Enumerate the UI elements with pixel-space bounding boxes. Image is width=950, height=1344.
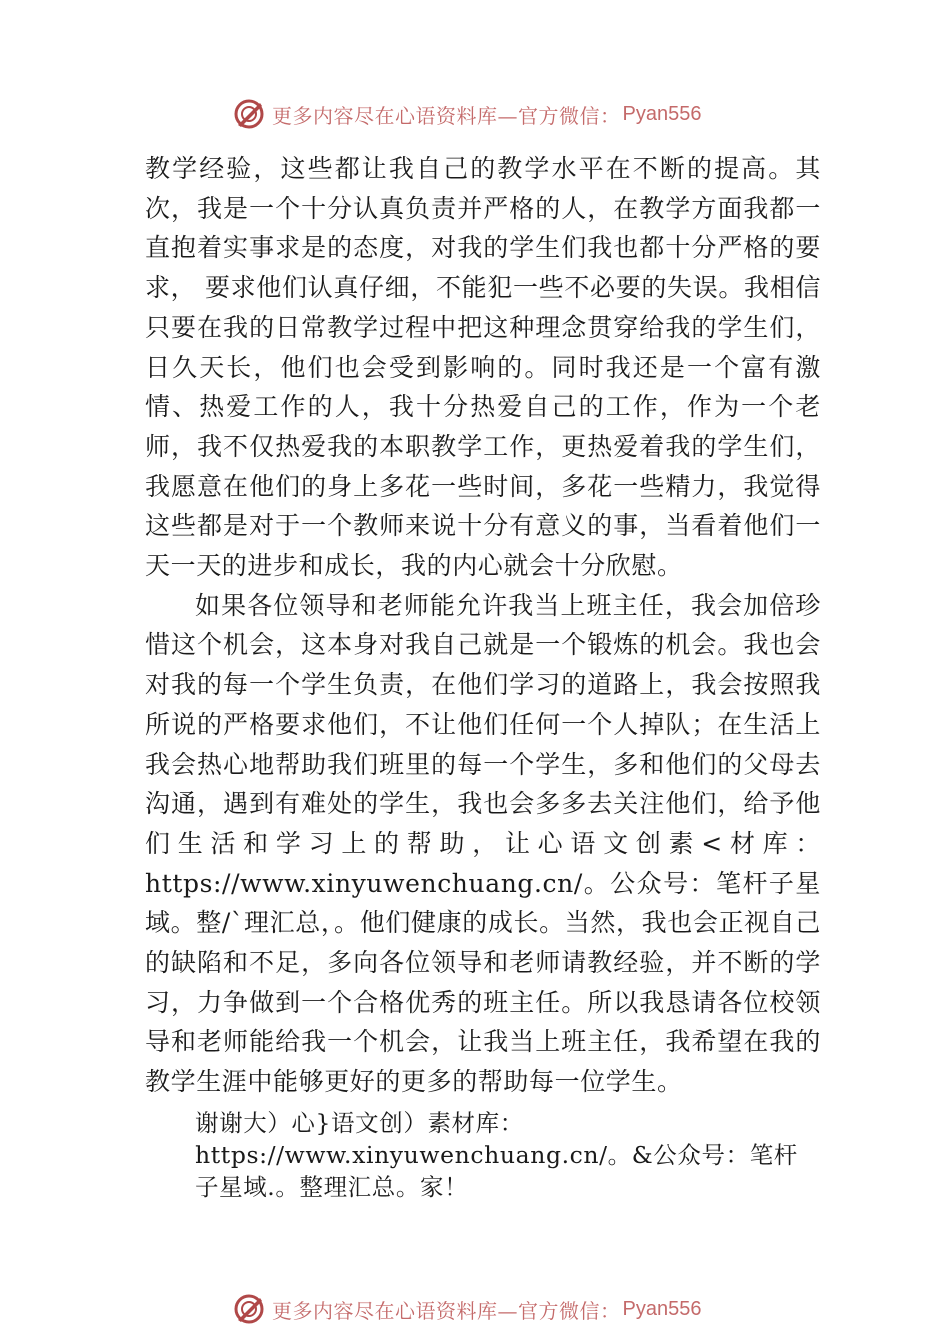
wechat-id: Pyan556 — [622, 102, 702, 125]
paragraph-2: 如果各位领导和老师能允许我当上班主任，我会加倍珍惜这个机会，这本身对我自己就是一个锻炼的机会。我也会对我的每一个学生负责，在他们学习的道路上，我会按照我所说的严格要求他们，不让他们任何一个人掉队；在生活上我会热心地帮助我们班里的每一个学生，多和他们的父母去沟通，遇到有难处的学生，我也会多多去关注他们，给予他们生活和学习上的帮助，让心语文创素<材库：https://www.xinyuwenchuang.cn/。公众号：笔杆子星域。整/`理汇总，。他们健康的成长。当然，我也会正视自己的缺陷和不足，多向各位领导和老师请教经验，并不断的学习，力争做到一个合格优秀的班主任。所以我恳请各位校领导和老师能给我一个机会，让我当上班主任，我希望在我的教学生涯中能够更好的更多的帮助每一位学生。 — [145, 590, 821, 1097]
wechat-id: Pyan556 — [622, 1297, 702, 1320]
closing-paragraph: 谢谢大）心}语文创）素材库：https://www.xinyuwenchuang.cn/。&公众号：笔杆子星域.。整理汇总。家！ — [195, 1109, 798, 1201]
brand-logo-icon — [232, 97, 266, 131]
header-banner — [232, 97, 701, 131]
paragraph-1: 教学经验，这些都让我自己的教学水平在不断的提高。其次，我是一个十分认真负责并严格的人，在教学方面我都一直抱着实事求是的态度，对我的学生们我也都十分严格的要求， 要求他们认真仔细，不能犯一些不必要的失误。我相信只要在我的日常教学过程中把这种理念贯穿给我的学生们，日久天长，他们也会受到影响的。同时我还是一个富有激情、热爱工作的人，我十分热爱自己的工作，作为一个老师，我不仅热爱我的本职教学工作，更热爱着我的学生们，我愿意在他们的身上多花一些时间，多花一些精力，我觉得这些都是对于一个教师来说十分有意义的事，当看着他们一天一天的进步和成长，我的内心就会十分欣慰。 — [145, 154, 821, 581]
document-body — [145, 149, 821, 1102]
footer-banner — [232, 1292, 701, 1326]
banner-text: 更多内容尽在心语资料库—官方微信： — [272, 1298, 621, 1323]
brand-logo-icon — [232, 1292, 266, 1326]
banner-text: 更多内容尽在心语资料库—官方微信： — [272, 103, 621, 128]
